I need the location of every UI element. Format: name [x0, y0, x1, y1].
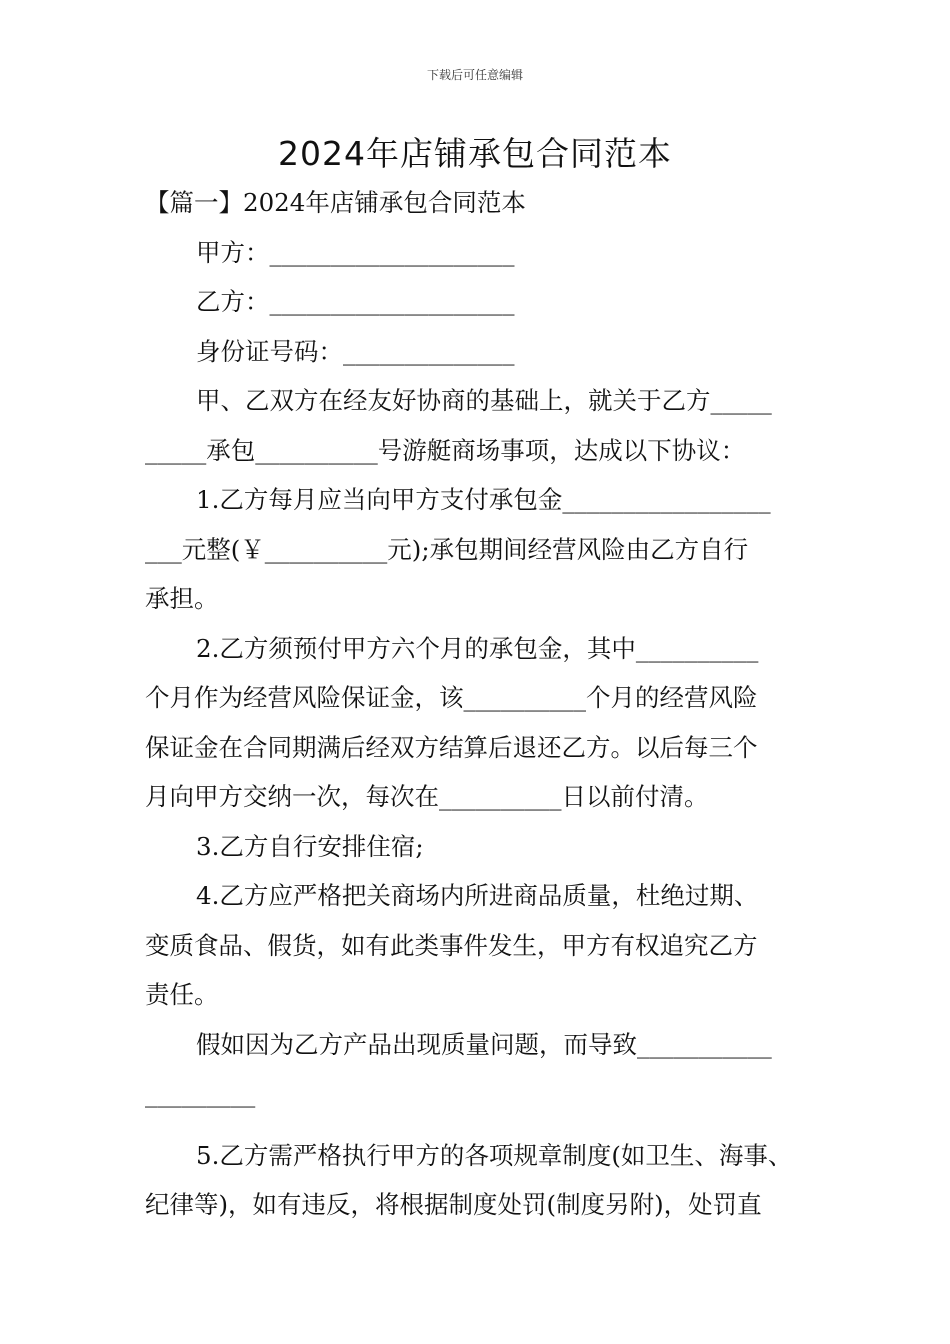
clause-4-line: 责任。	[145, 980, 219, 1009]
paragraph-line: 甲、乙双方在经友好协商的基础上，就关于乙方_____	[196, 386, 772, 415]
clause-3-line: 3.乙方自行安排住宿;	[196, 831, 424, 861]
clause-5-line: 纪律等)，如有违反，将根据制度处罚(制度另附)，处罚直	[145, 1190, 762, 1219]
clause-1-line: 1.乙方每月应当向甲方支付承包金_________________	[196, 485, 771, 514]
clause-4-line: 变质食品、假货，如有此类事件发生，甲方有权追究乙方	[145, 930, 758, 960]
paragraph-spacer	[145, 1119, 810, 1131]
document-title: 2024年店铺承包合同范本	[278, 134, 672, 173]
id-number-line: 身份证号码：______________	[196, 336, 515, 366]
clause-5-line: 5.乙方需严格执行甲方的各项规章制度(如卫生、海事、	[196, 1140, 793, 1170]
clause-2-line: 2.乙方须预付甲方六个月的承包金，其中__________	[196, 633, 759, 663]
quality-issue-line: 假如因为乙方产品出现质量问题，而导致___________	[196, 1029, 772, 1059]
section-heading: 【篇一】2024年店铺承包合同范本	[145, 188, 526, 217]
paragraph-line: _____承包__________号游艇商场事项，达成以下协议：	[145, 435, 746, 465]
clause-2-line: 月向甲方交纳一次，每次在__________日以前付清。	[145, 782, 709, 811]
clause-1-line: ___元整(￥__________元);承包期间经营风险由乙方自行	[145, 534, 749, 564]
blank-line: _________	[145, 1079, 256, 1108]
clause-1-line: 承担。	[145, 584, 219, 613]
header-note: 下载后可任意编辑	[426, 68, 523, 82]
clause-2-line: 个月作为经营风险保证金，该__________个月的经营风险	[145, 683, 758, 712]
party-a-line: 甲方：____________________	[196, 237, 515, 267]
party-b-line: 乙方：____________________	[196, 287, 515, 316]
clause-4-line: 4.乙方应严格把关商场内所进商品质量，杜绝过期、	[196, 881, 759, 910]
clause-2-line: 保证金在合同期满后经双方结算后退还乙方。以后每三个	[145, 732, 758, 762]
contract-body	[145, 178, 810, 1230]
